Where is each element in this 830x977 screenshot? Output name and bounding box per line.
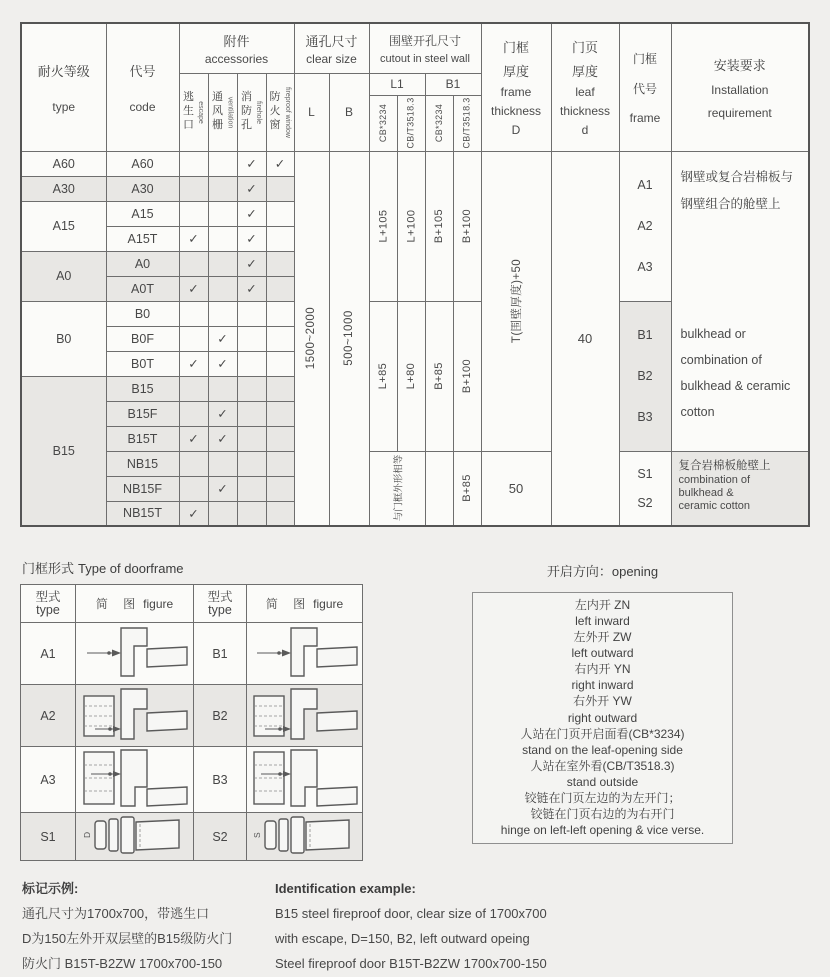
df-figure-b3 xyxy=(247,747,363,813)
col-header-clear-size xyxy=(294,23,369,73)
fireproof-window-label-en: fireproof window xyxy=(283,86,291,138)
cell-check-window xyxy=(266,201,294,226)
cell-check-firehole xyxy=(237,476,266,501)
cell-check-window xyxy=(266,426,294,451)
col-header-L1-cb3234 xyxy=(369,95,397,151)
identification-example-zh xyxy=(22,876,232,976)
doorframe-section-title xyxy=(22,558,184,577)
cell-L1-cbt-upper xyxy=(397,151,425,301)
frame-code-b2: B2 xyxy=(637,369,653,383)
df-fig-zh: 简 图 xyxy=(95,597,142,611)
std-label: CB/T3518.3 xyxy=(406,97,416,149)
cell-code: B15F xyxy=(106,401,179,426)
cell-check-escape xyxy=(179,326,208,351)
df-code-b1: B1 xyxy=(194,623,247,685)
example-zh-line: 防火门 B15T-B2ZW 1700x700-150 xyxy=(22,956,223,971)
clear-size-label-zh: 通孔尺寸 xyxy=(305,33,358,49)
cell-check-firehole: ✓ xyxy=(237,201,266,226)
escape-label-zh: 逃生口 xyxy=(183,91,194,131)
df-col-type-right xyxy=(194,585,247,623)
cell-code: B15 xyxy=(106,376,179,401)
cell-check-firehole xyxy=(237,326,266,351)
cell-check-escape: ✓ xyxy=(179,426,208,451)
opening-line: 铰链在门页左边的为左开门； xyxy=(524,790,681,805)
cell-code: A0T xyxy=(106,276,179,301)
cell-code: A60 xyxy=(106,151,179,176)
col-header-B1-cb3234 xyxy=(425,95,453,151)
installation-s-zh: 复合岩棉板舱壁上 xyxy=(678,459,771,472)
cell-check-escape xyxy=(179,176,208,201)
opening-line: right outward xyxy=(567,710,638,725)
cell-check-escape xyxy=(179,151,208,176)
opening-line: hinge on left-left opening & vice verse. xyxy=(500,822,705,837)
L1-label: L1 xyxy=(390,77,404,91)
cell-B-range xyxy=(329,151,369,526)
frame-code-a3: A3 xyxy=(637,259,653,274)
cell-check-ventilation xyxy=(208,176,237,201)
example-zh-title: 标记示例: xyxy=(22,881,79,896)
cell-check-firehole: ✓ xyxy=(237,276,266,301)
opening-line: 右内开 YN xyxy=(574,662,631,677)
cell-check-escape xyxy=(179,451,208,476)
df-col-type-left xyxy=(21,585,76,623)
cell-code: B0 xyxy=(106,301,179,326)
cell-code: B0F xyxy=(106,326,179,351)
df-figure-a3 xyxy=(76,747,194,813)
frame-section-figure xyxy=(79,747,191,809)
df-col-figure-right xyxy=(247,585,363,623)
doorframe-title-en: Type of doorframe xyxy=(78,561,184,576)
col-header-B1 xyxy=(425,73,481,95)
fireproof-window-label-zh: 防火窗 xyxy=(269,91,281,131)
col-header-ventilation xyxy=(208,73,237,151)
cell-type-b15: B15 xyxy=(21,376,106,526)
cell-check-window xyxy=(266,276,294,301)
df-type-en: type xyxy=(36,602,60,617)
col-header-leaf-thickness xyxy=(551,23,619,151)
std-label: CB*3234 xyxy=(434,103,445,143)
cell-code: B0T xyxy=(106,351,179,376)
cell-code: NB15T xyxy=(106,501,179,526)
cell-check-firehole: ✓ xyxy=(237,151,266,176)
cell-installation-s xyxy=(671,451,809,526)
cell-check-escape: ✓ xyxy=(179,351,208,376)
leaf-thickness-zh1: 门页 xyxy=(571,40,598,56)
vertical-label: 500~1000 xyxy=(343,310,355,366)
cell-check-window xyxy=(266,351,294,376)
opening-line: stand on the leaf-opening side xyxy=(522,742,683,757)
cell-check-escape xyxy=(179,476,208,501)
firehole-label-zh: 消防孔 xyxy=(241,91,252,131)
col-header-B1-cbt35183 xyxy=(453,95,481,151)
cell-code: B15T xyxy=(106,426,179,451)
vertical-label: T(围壁厚度)+50 xyxy=(511,258,524,344)
ventilation-label-zh: 通风栅 xyxy=(212,91,223,131)
cell-L1-cb-upper xyxy=(369,151,397,301)
B1-label: B1 xyxy=(445,77,461,91)
accessories-label-en: accessories xyxy=(204,52,269,66)
cell-code: A15 xyxy=(106,201,179,226)
col-header-L1-cbt35183 xyxy=(397,95,425,151)
fire-rating-label-zh: 耐火等级 xyxy=(37,63,90,79)
col-header-L1 xyxy=(369,73,425,95)
cell-code: A30 xyxy=(106,176,179,201)
cell-B1-cbt-lower xyxy=(453,301,481,451)
cell-code: A0 xyxy=(106,251,179,276)
cell-check-escape: ✓ xyxy=(179,276,208,301)
cell-L1-nb15-note xyxy=(369,451,425,526)
code-label-zh: 代号 xyxy=(129,63,156,79)
col-header-accessories xyxy=(179,23,294,73)
cell-check-window xyxy=(266,501,294,526)
vertical-label: L+100 xyxy=(405,209,417,243)
cell-check-ventilation xyxy=(208,276,237,301)
cell-check-ventilation: ✓ xyxy=(208,401,237,426)
df-code-s1: S1 xyxy=(21,813,76,861)
installation-s-en3: ceramic cotton xyxy=(678,499,751,512)
cell-check-escape: ✓ xyxy=(179,226,208,251)
frame-thickness-sym: D xyxy=(511,123,521,138)
cell-type-a15: A15 xyxy=(21,201,106,251)
frame-code-zh1: 门框 xyxy=(632,51,657,66)
cell-check-firehole: ✓ xyxy=(237,176,266,201)
installation-zh: 安装要求 xyxy=(713,57,766,73)
cell-check-window xyxy=(266,176,294,201)
df-type-zh: 型式 xyxy=(35,589,61,604)
cell-check-window xyxy=(266,301,294,326)
cell-check-window xyxy=(266,226,294,251)
df-figure-s1 xyxy=(76,813,194,861)
opening-line: 左内开 ZN xyxy=(574,598,631,613)
installation-s-en2: bulkhead & xyxy=(678,486,734,499)
table-row xyxy=(21,151,809,176)
opening-direction-box xyxy=(472,592,733,844)
cell-check-ventilation xyxy=(208,251,237,276)
col-header-code xyxy=(106,23,179,151)
installation-main-en: bulkhead or combination of bulkhead & ceramic cotton xyxy=(680,326,791,419)
col-header-escape xyxy=(179,73,208,151)
cell-type-b0: B0 xyxy=(21,301,106,376)
df-col-figure-left xyxy=(76,585,194,623)
doorframe-row-a1-b1 xyxy=(21,623,363,685)
col-header-cutout xyxy=(369,23,481,73)
cell-check-escape xyxy=(179,301,208,326)
cell-check-escape xyxy=(179,401,208,426)
cell-check-window xyxy=(266,251,294,276)
sandwich-section-figure xyxy=(79,813,191,857)
cell-check-firehole: ✓ xyxy=(237,251,266,276)
cell-check-ventilation xyxy=(208,151,237,176)
cell-check-ventilation: ✓ xyxy=(208,351,237,376)
frame-thickness-en2: thickness xyxy=(490,104,542,119)
cell-check-escape: ✓ xyxy=(179,501,208,526)
installation-main-zh: 钢壁或复合岩棉板与钢壁组合的舱壁上 xyxy=(680,169,794,211)
cell-check-ventilation xyxy=(208,501,237,526)
figure-letter: D xyxy=(81,831,92,838)
df-fig-en: figure xyxy=(313,597,344,611)
cell-frame-thickness-nb15: 50 xyxy=(481,451,551,526)
L-label: L xyxy=(308,105,315,119)
doorframe-row-s1-s2 xyxy=(21,813,363,861)
frame-code-s2: S2 xyxy=(637,495,653,510)
example-en-line: Steel fireproof door B15T-B2ZW 1700x700-150 xyxy=(275,956,547,971)
cell-B1-cb-nb15 xyxy=(425,451,453,526)
df-code-b3: B3 xyxy=(194,747,247,813)
vertical-label: B+105 xyxy=(433,208,445,244)
col-header-fire-rating xyxy=(21,23,106,151)
cell-check-firehole xyxy=(237,451,266,476)
cell-check-ventilation: ✓ xyxy=(208,476,237,501)
ventilation-label-en: ventilation xyxy=(226,96,233,128)
df-figure-s2 xyxy=(247,813,363,861)
opening-line: 右外开 YW xyxy=(573,694,632,709)
vertical-label: 与门框外形相等 xyxy=(393,454,405,522)
cell-check-window: ✓ xyxy=(266,151,294,176)
frame-code-a1: A1 xyxy=(637,178,653,193)
frame-code-zh2: 代号 xyxy=(632,82,657,97)
cell-check-firehole xyxy=(237,501,266,526)
cell-frame-codes-a xyxy=(619,151,671,301)
col-header-firehole xyxy=(237,73,266,151)
cell-check-firehole xyxy=(237,426,266,451)
opening-line: stand outside xyxy=(566,774,639,789)
table-row xyxy=(21,451,809,476)
df-figure-b1 xyxy=(247,623,363,685)
vertical-label: B+85 xyxy=(433,362,446,390)
doorframe-row-a2-b2 xyxy=(21,685,363,747)
sandwich-section-figure xyxy=(249,813,361,857)
df-fig-zh: 简 图 xyxy=(265,597,312,611)
cell-B1-cb-lower xyxy=(425,301,453,451)
cell-check-window xyxy=(266,476,294,501)
cell-L-range xyxy=(294,151,329,526)
frame-code-s1: S1 xyxy=(637,466,653,481)
installation-en2: requirement xyxy=(707,105,772,120)
example-en-line: with escape, D=150, B2, left outward opeing xyxy=(275,931,530,946)
cell-type-a60: A60 xyxy=(21,151,106,176)
opening-line: right inward xyxy=(571,678,634,693)
frame-code-b3: B3 xyxy=(637,409,653,424)
col-header-installation xyxy=(671,23,809,151)
installation-en1: Installation xyxy=(711,82,769,97)
example-en-title: Identification example: xyxy=(275,881,416,896)
firehole-label-en: firehole xyxy=(255,100,262,124)
frame-thickness-zh1: 门框 xyxy=(502,40,529,56)
df-code-a2: A2 xyxy=(21,685,76,747)
frame-section-figure xyxy=(249,623,361,681)
opening-section-title: 开启方向：opening xyxy=(546,564,659,579)
frame-thickness-zh2: 厚度 xyxy=(502,64,529,80)
vertical-label: L+80 xyxy=(404,362,417,390)
opening-line: 铰链在门页右边的为右开门 xyxy=(530,806,675,821)
df-code-a3: A3 xyxy=(21,747,76,813)
df-code-b2: B2 xyxy=(194,685,247,747)
cell-check-window xyxy=(266,376,294,401)
opening-line: left outward xyxy=(571,646,634,661)
cell-B1-cbt-upper xyxy=(453,151,481,301)
cell-B1-cbt-nb15 xyxy=(453,451,481,526)
cutout-label-zh: 围壁开孔尺寸 xyxy=(388,33,461,48)
col-header-L xyxy=(294,73,329,151)
cell-L1-cb-lower xyxy=(369,301,397,451)
cell-L1-cbt-lower xyxy=(397,301,425,451)
df-fig-en: figure xyxy=(143,597,174,611)
col-header-B xyxy=(329,73,369,151)
frame-section-figure xyxy=(79,685,191,743)
vertical-label: B+85 xyxy=(461,474,474,503)
code-label-en: code xyxy=(129,100,156,114)
cell-check-ventilation xyxy=(208,201,237,226)
doorframe-row-a3-b3 xyxy=(21,747,363,813)
cell-code: NB15 xyxy=(106,451,179,476)
cell-check-window xyxy=(266,401,294,426)
figure-letter: S xyxy=(251,832,262,838)
frame-section-figure xyxy=(249,685,361,743)
vertical-label: L+85 xyxy=(376,362,389,390)
cell-installation-main xyxy=(671,151,809,451)
vertical-label: 1500~2000 xyxy=(305,307,318,370)
col-header-fireproof-window xyxy=(266,73,294,151)
col-header-frame-code xyxy=(619,23,671,151)
cell-check-escape xyxy=(179,376,208,401)
doorframe-title-zh: 门框形式 xyxy=(22,561,75,576)
cell-code: A15T xyxy=(106,226,179,251)
cell-check-ventilation xyxy=(208,451,237,476)
opening-line: 左外开 ZW xyxy=(573,630,632,645)
cell-leaf-thickness: 40 xyxy=(551,151,619,526)
leaf-thickness-sym: d xyxy=(581,123,589,138)
col-header-frame-thickness xyxy=(481,23,551,151)
clear-size-label-en: clear size xyxy=(306,52,357,66)
frame-code-a2: A2 xyxy=(637,219,653,233)
fire-door-spec-table xyxy=(20,22,810,527)
accessories-label-zh: 附件 xyxy=(223,33,250,49)
frame-code-b1: B1 xyxy=(637,328,653,343)
example-en-line: B15 steel fireproof door, clear size of 1700x700 xyxy=(275,906,547,921)
std-label: CB/T3518.3 xyxy=(462,97,472,149)
cutout-label-en: cutout in steel wall xyxy=(380,52,470,65)
cell-frame-codes-s xyxy=(619,451,671,526)
leaf-thickness-zh2: 厚度 xyxy=(571,64,598,80)
df-type-zh: 型式 xyxy=(207,589,233,604)
escape-label-en: escape xyxy=(197,100,205,124)
doorframe-type-table xyxy=(20,584,363,861)
frame-section-figure xyxy=(249,747,361,809)
df-figure-a2 xyxy=(76,685,194,747)
cell-check-firehole xyxy=(237,301,266,326)
df-figure-a1 xyxy=(76,623,194,685)
df-code-s2: S2 xyxy=(194,813,247,861)
identification-example-en xyxy=(275,876,547,976)
df-type-en: type xyxy=(208,602,232,617)
leaf-thickness-en2: thickness xyxy=(559,104,611,119)
cell-check-ventilation xyxy=(208,226,237,251)
df-figure-b2 xyxy=(247,685,363,747)
cell-frame-codes-b xyxy=(619,301,671,451)
df-code-a1: A1 xyxy=(21,623,76,685)
cell-code: NB15F xyxy=(106,476,179,501)
example-zh-line: D为150左外开双层壁的B15级防火门 xyxy=(22,931,233,946)
cell-type-a30: A30 xyxy=(21,176,106,201)
cell-check-window xyxy=(266,451,294,476)
cell-check-escape xyxy=(179,201,208,226)
example-zh-line: 通孔尺寸为1700x700，带逃生口 xyxy=(22,906,210,921)
cell-check-ventilation: ✓ xyxy=(208,426,237,451)
vertical-label: B+100 xyxy=(461,208,473,244)
cell-check-firehole xyxy=(237,376,266,401)
std-label: CB*3234 xyxy=(378,103,389,143)
cell-B1-cb-upper xyxy=(425,151,453,301)
cell-frame-thickness-main xyxy=(481,151,551,451)
frame-code-en: frame xyxy=(629,110,661,125)
cell-check-firehole xyxy=(237,401,266,426)
opening-line: 人站在室外看(CB/T3518.3) xyxy=(530,758,675,773)
fire-rating-label-en: type xyxy=(52,100,76,114)
B-label: B xyxy=(344,105,353,119)
cell-check-escape xyxy=(179,251,208,276)
frame-thickness-en1: frame xyxy=(500,85,532,100)
header-row-1 xyxy=(21,23,809,73)
installation-s-en1: combination of xyxy=(678,473,751,486)
doorframe-header-row xyxy=(21,585,363,623)
cell-type-a0: A0 xyxy=(21,251,106,301)
opening-line: left inward xyxy=(575,614,630,629)
frame-section-figure xyxy=(79,623,191,681)
vertical-label: L+105 xyxy=(377,209,389,243)
cell-check-window xyxy=(266,326,294,351)
leaf-thickness-en1: leaf xyxy=(575,85,595,100)
cell-check-ventilation xyxy=(208,376,237,401)
cell-check-firehole: ✓ xyxy=(237,226,266,251)
vertical-label: B+100 xyxy=(461,358,473,394)
cell-check-ventilation xyxy=(208,301,237,326)
cell-check-firehole xyxy=(237,351,266,376)
cell-check-ventilation: ✓ xyxy=(208,326,237,351)
opening-line: 人站在门页开启面看(CB*3234) xyxy=(520,726,685,741)
